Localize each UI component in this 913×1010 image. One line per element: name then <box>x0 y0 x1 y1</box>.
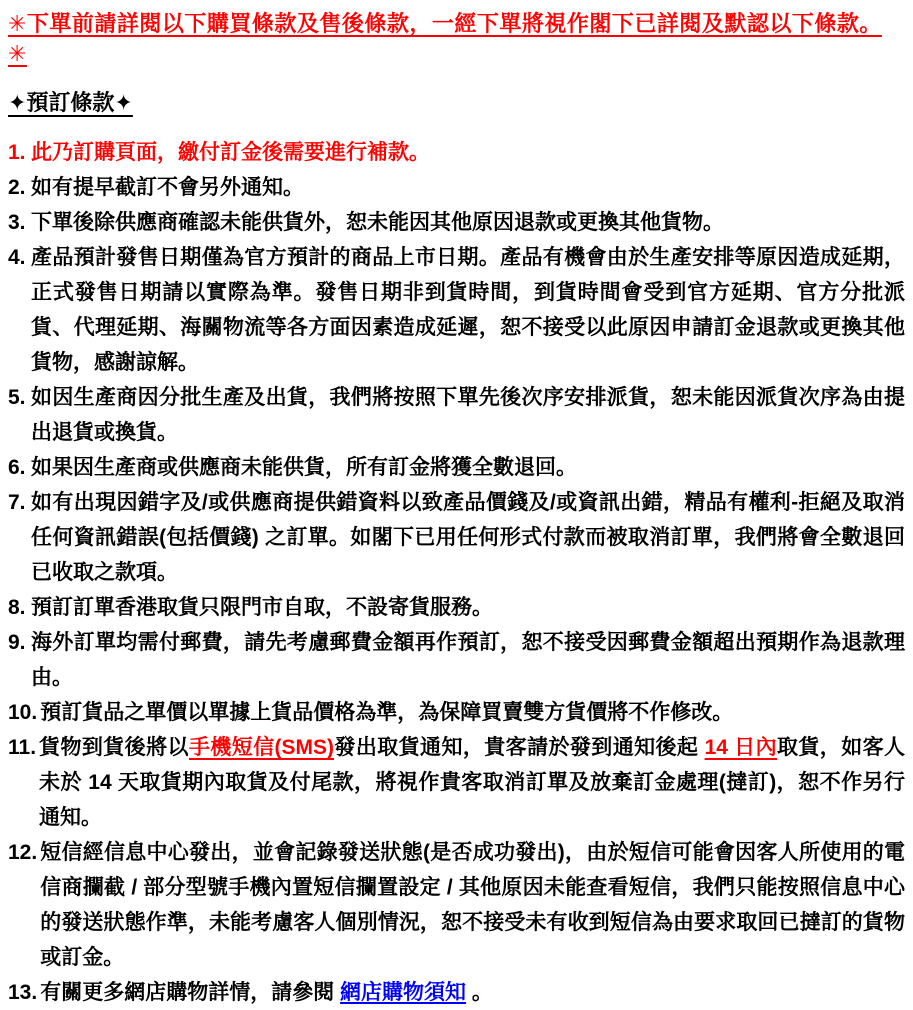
text-segment: 預訂訂單香港取貨只限門市自取，不設寄貨服務。 <box>31 596 493 619</box>
text-segment: 如有出現因錯字及/或供應商提供錯資料以致產品價錢及/或資訊出錯，精品有權利-拒絕及取消任何資訊錯誤(包括價錢) 之訂單。如閣下已用任何形式付款而被取消訂單，我們將會全數退回已收取之款項。 <box>31 491 905 584</box>
term-number: 5. <box>8 386 26 409</box>
text-segment: 如因生產商因分批生產及出貨，我們將按照下單先後次序安排派貨，恕未能因派貨次序為由提出退貨或換貨。 <box>31 386 905 444</box>
term-text <box>39 730 905 835</box>
purchase-notice-header: ✳下單前請詳閱以下購買條款及售後條款，一經下單將視作閣下已詳閱及默認以下條款。 ✳ <box>8 11 882 66</box>
term-text <box>40 695 905 730</box>
text-segment: 如果因生產商或供應商未能供貨，所有訂金將獲全數退回。 <box>31 456 577 479</box>
term-number: 4. <box>8 246 26 269</box>
term-number: 9. <box>8 631 26 654</box>
text-segment: 海外訂單均需付郵費，請先考慮郵費金額再作預訂，恕不接受因郵費金額超出預期作為退款理由。 <box>31 631 905 689</box>
term-text <box>40 975 905 1010</box>
term-item <box>8 135 905 170</box>
term-text <box>31 135 905 170</box>
term-number: 3. <box>8 211 26 234</box>
term-text <box>31 590 905 625</box>
text-segment: 有關更多網店購物詳情，請參閱 <box>40 981 341 1004</box>
term-item <box>8 835 905 975</box>
text-segment: 發出取貨通知，貴客請於發到通知後起 <box>334 736 705 759</box>
term-text <box>40 835 905 975</box>
text-segment: 貨物到貨後將以 <box>39 736 189 759</box>
term-item <box>8 380 905 450</box>
text-segment: 產品預計發售日期僅為官方預計的商品上市日期。產品有機會由於生產安排等原因造成延期，正式發售日期請以實際為準。發售日期非到貨時間，到貨時間會受到官方延期、官方分批派貨、代理延期、海關物流等各方面因素造成延遲，恕不接受以此原因申請訂金退款或更換其他貨物，感謝諒解。 <box>31 246 905 374</box>
term-item <box>8 485 905 590</box>
term-item <box>8 625 905 695</box>
term-item <box>8 695 905 730</box>
term-number: 12. <box>8 841 38 864</box>
term-item <box>8 730 905 835</box>
text-segment: 此乃訂購頁面，繳付訂金後需要進行補款。 <box>31 141 430 164</box>
term-item <box>8 590 905 625</box>
text-segment: 短信經信息中心發出，並會記錄發送狀態(是否成功發出)，由於短信可能會因客人所使用的電信商攔截 / 部分型號手機內置短信攔置設定 / 其他原因未能查看短信，我們只能按照信息中心的發送狀態作準，未能考慮客人個別情況，恕不接受未有收到短信為由要求取回已撻訂的貨物或訂金。 <box>40 841 905 969</box>
term-number: 13. <box>8 981 38 1004</box>
section-title-preorder-terms <box>8 89 905 117</box>
term-number: 1. <box>8 141 26 164</box>
term-text <box>31 485 905 590</box>
term-number: 11. <box>8 736 37 759</box>
term-number: 2. <box>8 176 26 199</box>
terms-list <box>8 135 905 1010</box>
text-segment: 取貨，如客人未於 14 天取貨期內取貨及付尾款，將視作貴客取消訂單及放棄訂金處理(撻訂)，恕不作另行通知。 <box>39 736 906 829</box>
term-text <box>31 450 905 485</box>
term-text <box>31 380 905 450</box>
term-text <box>31 625 905 695</box>
term-text <box>31 205 905 240</box>
term-item <box>8 975 905 1010</box>
text-segment: 如有提早截訂不會另外通知。 <box>31 176 304 199</box>
pickup-deadline-emphasis: 14 日內 <box>704 736 777 759</box>
section-title-text: ✦預訂條款✦ <box>8 90 133 115</box>
term-number: 7. <box>8 491 26 514</box>
term-number: 8. <box>8 596 26 619</box>
store-shopping-guide-link[interactable]: 網店購物須知 <box>340 981 467 1004</box>
text-segment: 。 <box>466 981 493 1004</box>
sms-notice-emphasis: 手機短信(SMS) <box>188 736 335 759</box>
term-item <box>8 450 905 485</box>
text-segment: 預訂貨品之單價以單據上貨品價格為準，為保障買賣雙方貨價將不作修改。 <box>40 701 734 724</box>
term-number: 6. <box>8 456 26 479</box>
term-item <box>8 240 905 380</box>
term-text <box>31 240 905 380</box>
term-item <box>8 170 905 205</box>
term-number: 10. <box>8 701 38 724</box>
term-item <box>8 205 905 240</box>
term-text <box>31 170 905 205</box>
text-segment: 下單後除供應商確認未能供貨外，恕未能因其他原因退款或更換其他貨物。 <box>31 211 724 234</box>
